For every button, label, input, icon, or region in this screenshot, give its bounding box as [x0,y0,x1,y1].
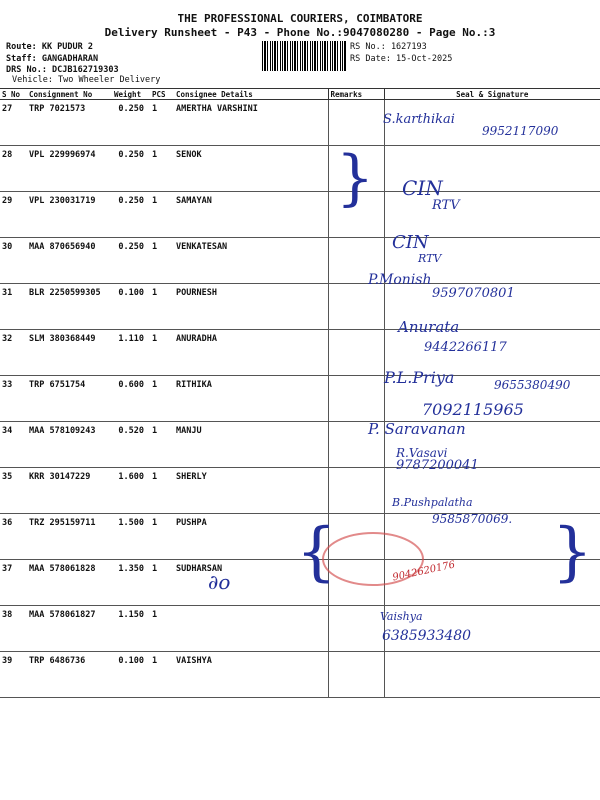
pcs: 1 [150,560,174,606]
handwritten-signature: CIN [402,176,443,200]
consignment-no: MAA 578061828 [27,560,112,606]
sno: 35 [0,468,27,514]
handwritten-phone: 9655380490 [494,378,571,392]
remarks-cell [328,468,384,514]
col-consignee: Consignee Details [174,89,328,100]
sno: 37 [0,560,27,606]
route-label: Route: KK PUDUR 2 [6,42,93,52]
consignment-no: VPL 229996974 [27,146,112,192]
weight: 1.350 [112,560,150,606]
handwritten-signature: Vaishya [380,610,423,623]
runsheet-table [0,88,600,698]
consignee: SAMAYAN [174,192,328,238]
consignment-no: BLR 2250599305 [27,284,112,330]
pcs: 1 [150,192,174,238]
table-row [0,652,600,698]
remarks-cell [328,376,384,422]
consignment-no: TRZ 295159711 [27,514,112,560]
remarks-cell [328,606,384,652]
col-weight: Weight [112,89,150,100]
consignee: VAISHYA [174,652,328,698]
pcs: 1 [150,468,174,514]
col-sno: S No [0,89,27,100]
weight: 0.100 [112,652,150,698]
sno: 32 [0,330,27,376]
sno: 31 [0,284,27,330]
initials-mark: ∂o [208,570,231,594]
handwritten-signature: P.L.Priya [384,368,455,387]
pcs: 1 [150,238,174,284]
handwritten-phone: 9597070801 [432,286,515,301]
remarks-cell [328,100,384,146]
weight: 0.600 [112,376,150,422]
handwritten-signature: RTV [432,198,460,213]
handwritten-phone: 9042620176 [391,559,457,584]
consignee: ANURADHA [174,330,328,376]
weight: 0.250 [112,100,150,146]
consignee: PUSHPA [174,514,328,560]
bracket-mark: } [336,143,375,213]
handwritten-signature: Anurata [398,318,460,336]
sno: 39 [0,652,27,698]
handwritten-signature: P.Monish [368,272,432,288]
sno: 34 [0,422,27,468]
table-body [0,100,600,698]
handwritten-signature: R.Vasavi [396,446,448,460]
table-header-row [0,89,600,100]
handwritten-phone: 9952117090 [482,124,559,138]
consignment-no: VPL 230031719 [27,192,112,238]
pcs: 1 [150,284,174,330]
handwritten-phone: 6385933480 [382,628,472,644]
table-row [0,192,600,238]
sno: 36 [0,514,27,560]
company-title: THE PROFESSIONAL COURIERS, COIMBATORE [177,12,423,25]
consignee: AMERTHA VARSHINI [174,100,328,146]
pcs: 1 [150,146,174,192]
consignee: POURNESH [174,284,328,330]
handwritten-signature: CIN [392,232,429,253]
sno: 28 [0,146,27,192]
weight: 1.600 [112,468,150,514]
pcs: 1 [150,376,174,422]
weight: 0.100 [112,284,150,330]
table-row [0,468,600,514]
handwritten-signature: S.karthikai [383,112,455,127]
rs-number: RS No.: 1627193 [350,42,427,52]
pcs: 1 [150,514,174,560]
vehicle-label: Vehicle: Two Wheeler Delivery [12,75,161,85]
consignment-no: TRP 6751754 [27,376,112,422]
drs-label: DRS No.: DCJB162719303 [6,65,119,75]
sno: 33 [0,376,27,422]
consignee: MANJU [174,422,328,468]
consignment-no: MAA 870656940 [27,238,112,284]
consignment-no: TRP 6486736 [27,652,112,698]
handwritten-phone: 9585870069. [432,512,513,526]
col-remarks: Remarks [328,89,384,100]
consignment-no: SLM 380368449 [27,330,112,376]
sno: 30 [0,238,27,284]
col-consignment: Consignment No [27,89,112,100]
consignment-no: KRR 30147229 [27,468,112,514]
remarks-cell [328,330,384,376]
table-row [0,100,600,146]
handwritten-phone: 9442266117 [424,340,507,355]
col-seal: Seal & Signature [384,89,600,100]
pcs: 1 [150,652,174,698]
staff-label: Staff: GANGADHARAN [6,54,99,64]
table-row [0,146,600,192]
pcs: 1 [150,330,174,376]
rs-date: RS Date: 15-Oct-2025 [350,54,453,64]
weight: 1.150 [112,606,150,652]
consignment-no: TRP 7021573 [27,100,112,146]
table-row [0,422,600,468]
barcode [262,41,346,71]
pcs: 1 [150,100,174,146]
table-row [0,330,600,376]
signature-cell [384,652,600,698]
weight: 1.500 [112,514,150,560]
handwritten-phone: 7092115965 [422,400,524,419]
consignment-no: MAA 578109243 [27,422,112,468]
handwritten-signature: B.Pushpalatha [392,496,473,509]
pcs: 1 [150,606,174,652]
pcs: 1 [150,422,174,468]
col-pcs: PCS [150,89,174,100]
consignee: SENOK [174,146,328,192]
consignee [174,606,328,652]
bracket-mark: } [552,515,593,589]
consignee: RITHIKA [174,376,328,422]
remarks-cell [328,652,384,698]
weight: 1.110 [112,330,150,376]
consignment-no: MAA 578061827 [27,606,112,652]
sno: 27 [0,100,27,146]
table-row [0,238,600,284]
runsheet-subtitle: Delivery Runsheet - P43 - Phone No.:9047080280 - Page No.:3 [104,26,496,39]
consignee: VENKATESAN [174,238,328,284]
handwritten-phone: 9787200041 [396,458,479,473]
weight: 0.250 [112,238,150,284]
consignee: SHERLY [174,468,328,514]
sno: 38 [0,606,27,652]
sno: 29 [0,192,27,238]
remarks-cell [328,284,384,330]
weight: 0.250 [112,192,150,238]
handwritten-signature: P. Saravanan [368,420,466,438]
consignee: SUDHARSAN [174,560,328,606]
handwritten-signature: RTV [418,252,442,265]
table-row [0,606,600,652]
weight: 0.520 [112,422,150,468]
bracket-mark: { [296,515,337,589]
weight: 0.250 [112,146,150,192]
